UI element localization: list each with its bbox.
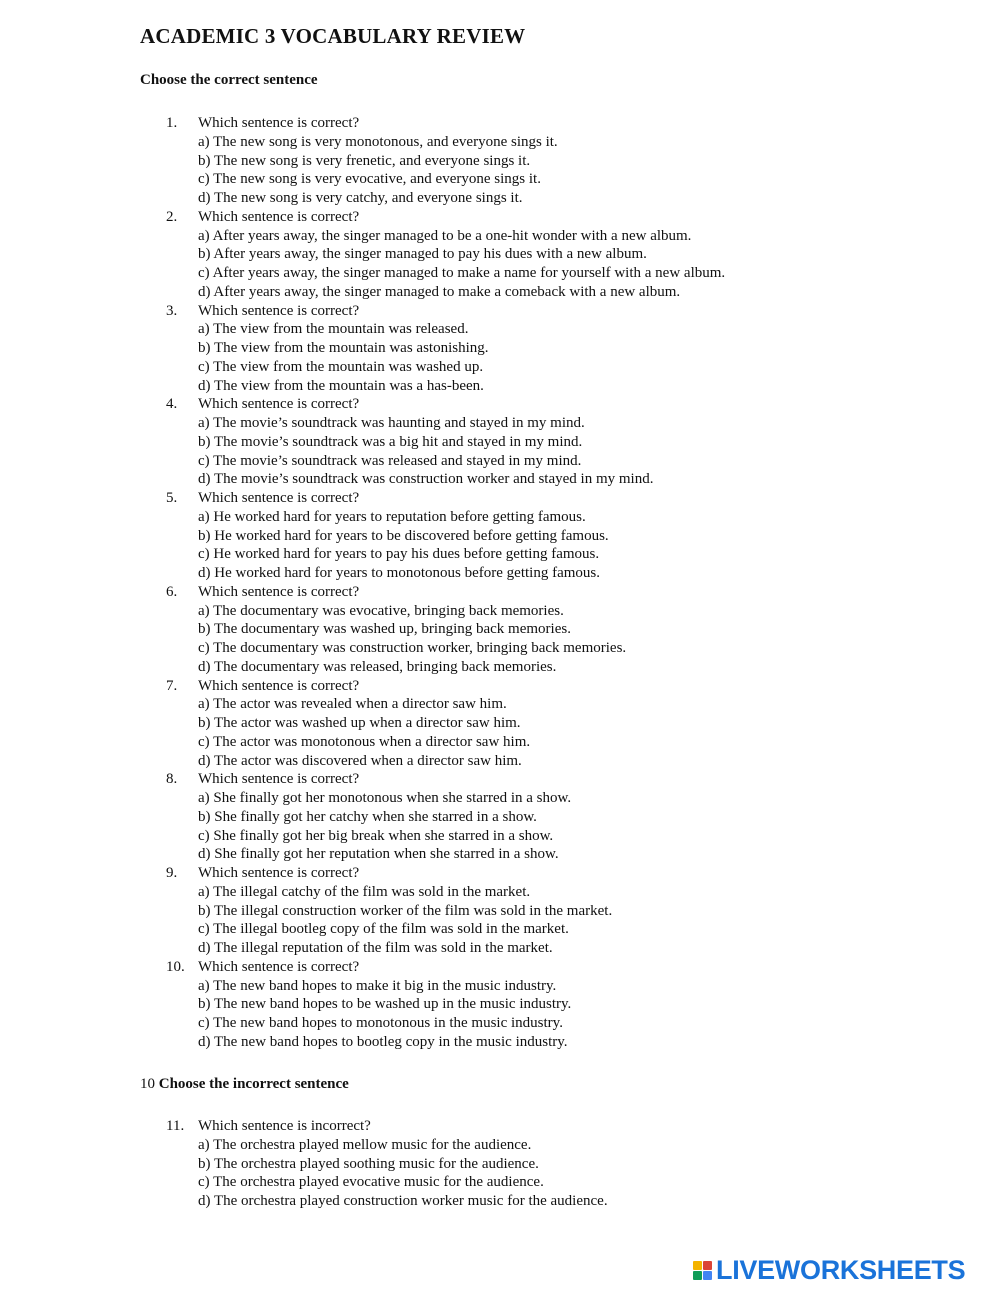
question-number: 2. [166,208,178,225]
question-prompt: Which sentence is correct? [198,396,360,413]
page-title: ACADEMIC 3 VOCABULARY REVIEW [140,24,526,48]
answer-option[interactable]: b) After years away, the singer managed to pay his dues with a new album. [198,246,647,263]
section-2-heading-text: Choose the incorrect sentence [158,1076,349,1092]
answer-option[interactable]: b) The orchestra played soothing music for the audience. [198,1155,539,1172]
answer-option[interactable]: c) After years away, the singer managed to make a name for yourself with a new album. [198,265,726,281]
question-list-correct [166,114,725,1052]
answer-option[interactable]: a) The actor was revealed when a director saw him. [198,696,507,713]
question-number: 9. [166,865,178,881]
answer-option[interactable]: d) The new band hopes to bootleg copy in the music industry. [198,1033,568,1050]
section-1-heading-text: Choose the correct sentence [140,72,318,88]
answer-option[interactable]: d) The documentary was released, bringing back memories. [198,658,557,675]
question-number: 7. [166,677,178,694]
question-item [166,770,725,864]
answer-option[interactable]: c) The actor was monotonous when a director saw him. [198,733,531,750]
question-item [166,208,725,302]
answer-option[interactable]: c) He worked hard for years to pay his dues before getting famous. [198,546,600,563]
answer-option[interactable]: d) The view from the mountain was a has-been. [198,377,484,394]
answer-option[interactable]: a) The orchestra played mellow music for the audience. [198,1136,532,1153]
question-number: 3. [166,302,178,319]
question-item [166,1117,608,1211]
logo-block [693,1271,702,1280]
answer-option[interactable]: d) He worked hard for years to monotonous before getting famous. [198,565,600,581]
question-prompt-line [166,583,725,602]
question-prompt: Which sentence is correct? [198,771,360,788]
question-number: 5. [166,490,178,506]
answer-option[interactable]: c) The orchestra played evocative music for the audience. [198,1174,544,1191]
question-prompt: Which sentence is incorrect? [198,1118,371,1134]
answer-option[interactable]: a) The documentary was evocative, bringing back memories. [198,602,564,619]
answer-option[interactable]: d) The movie’s soundtrack was construction worker and stayed in my mind. [198,471,654,488]
question-prompt: Which sentence is correct? [198,490,360,506]
question-prompt: Which sentence is correct? [198,208,360,225]
answer-option[interactable]: d) After years away, the singer managed to make a comeback with a new album. [198,283,681,300]
question-number: 8. [166,771,178,788]
logo-block [703,1261,712,1270]
question-item [166,114,725,208]
answer-option[interactable]: b) She finally got her catchy when she starred in a show. [198,808,537,825]
question-prompt: Which sentence is correct? [198,958,360,975]
answer-option[interactable]: a) He worked hard for years to reputation before getting famous. [198,508,586,525]
answer-option[interactable]: b) The new band hopes to be washed up in the music industry. [198,996,572,1013]
question-prompt: Which sentence is correct? [198,865,360,881]
answer-option[interactable]: c) The documentary was construction worker, bringing back memories. [198,640,627,656]
question-prompt-line [166,770,725,789]
answer-option[interactable]: b) He worked hard for years to be discovered before getting famous. [198,527,609,544]
answer-option[interactable]: c) The view from the mountain was washed up. [198,358,484,375]
question-number: 4. [166,396,178,413]
question-prompt-line [166,114,725,133]
answer-option[interactable]: b) The illegal construction worker of the film was sold in the market. [198,902,613,919]
question-item [166,395,725,489]
question-prompt: Which sentence is correct? [198,115,360,131]
answer-option[interactable]: a) The new song is very monotonous, and everyone sings it. [198,133,558,150]
section-2-heading [140,1076,349,1093]
question-prompt: Which sentence is correct? [198,302,360,319]
question-number: 10. [166,958,185,975]
question-item [166,677,725,771]
answer-option[interactable]: c) The new band hopes to monotonous in the music industry. [198,1015,563,1031]
section-2-prefix: 10 [140,1076,159,1092]
question-prompt-line [166,958,725,977]
question-item [166,302,725,396]
answer-option[interactable]: c) She finally got her big break when she starred in a show. [198,827,554,844]
liveworksheets-logo [693,1253,965,1287]
question-prompt-line [166,302,725,321]
logo-block [703,1271,712,1280]
question-prompt: Which sentence is correct? [198,677,360,694]
answer-option[interactable]: a) The illegal catchy of the film was sold in the market. [198,883,531,900]
question-number: 11. [166,1118,185,1134]
question-item [166,489,725,583]
answer-option[interactable]: d) The orchestra played construction worker music for the audience. [198,1193,608,1209]
logo-text: LIVEWORKSHEETS [716,1254,966,1285]
answer-option[interactable]: b) The movie’s soundtrack was a big hit and stayed in my mind. [198,433,583,450]
question-list-incorrect [166,1117,608,1211]
answer-option[interactable]: c) The movie’s soundtrack was released and stayed in my mind. [198,452,582,469]
answer-option[interactable]: b) The new song is very frenetic, and everyone sings it. [198,152,531,169]
question-item [166,583,725,677]
answer-option[interactable]: c) The new song is very evocative, and everyone sings it. [198,171,541,188]
question-prompt-line [166,208,725,227]
answer-option[interactable]: a) The new band hopes to make it big in the music industry. [198,977,557,994]
answer-option[interactable]: d) She finally got her reputation when she starred in a show. [198,846,559,863]
answer-option[interactable]: d) The illegal reputation of the film was sold in the market. [198,940,553,956]
answer-option[interactable]: a) The view from the mountain was released. [198,321,469,338]
answer-option[interactable]: a) After years away, the singer managed to be a one-hit wonder with a new album. [198,227,692,244]
answer-option[interactable]: a) The movie’s soundtrack was haunting and stayed in my mind. [198,415,585,431]
logo-block [693,1261,702,1270]
question-item [166,864,725,958]
answer-option[interactable]: b) The view from the mountain was astonishing. [198,340,489,356]
answer-option[interactable]: b) The actor was washed up when a director saw him. [198,715,521,731]
question-number: 6. [166,583,178,600]
question-item [166,958,725,1052]
section-1-heading [140,72,318,89]
answer-option[interactable]: d) The actor was discovered when a director saw him. [198,752,522,769]
answer-option[interactable]: c) The illegal bootleg copy of the film was sold in the market. [198,921,569,938]
question-prompt-line [166,1117,608,1136]
question-prompt: Which sentence is correct? [198,583,360,600]
question-prompt-line [166,489,725,508]
answer-option[interactable]: d) The new song is very catchy, and everyone sings it. [198,190,523,206]
question-number: 1. [166,115,178,131]
answer-option[interactable]: b) The documentary was washed up, bringing back memories. [198,621,571,638]
logo-blocks-icon [693,1261,712,1280]
question-prompt-line [166,395,725,414]
question-prompt-line [166,864,725,883]
answer-option[interactable]: a) She finally got her monotonous when she starred in a show. [198,790,572,806]
question-prompt-line [166,677,725,696]
